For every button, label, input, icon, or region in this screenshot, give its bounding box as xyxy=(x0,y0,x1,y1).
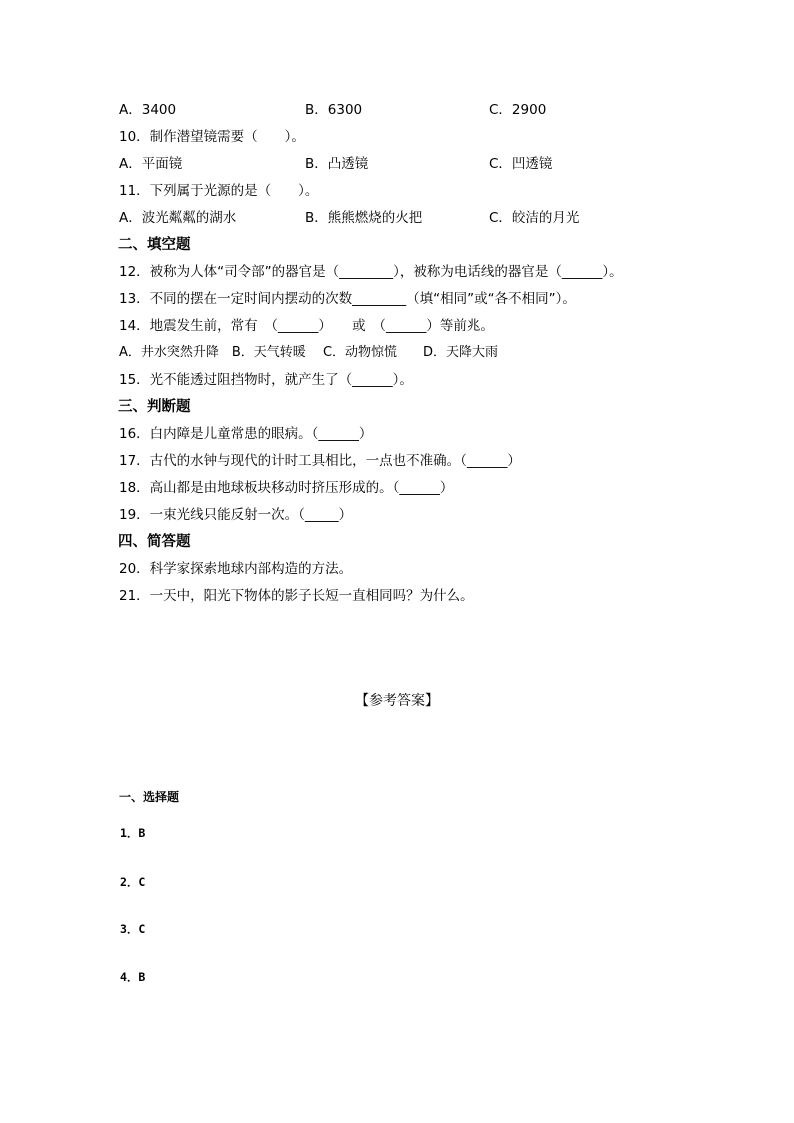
q13: 13．不同的摆在一定时间内摆动的次数________（填“相同”或“各不相同”）。 xyxy=(119,291,576,307)
answer-item: 4．B xyxy=(120,970,146,984)
q15: 15．光不能透过阻挡物时，就产生了（______）。 xyxy=(119,372,413,388)
q10-option-a: A．平面镜 xyxy=(119,156,183,172)
q9-option-b: B．6300 xyxy=(305,102,363,118)
q16: 16．白内障是儿童常患的眼病。（______） xyxy=(119,426,373,442)
q11-stem: 11．下列属于光源的是（ ）。 xyxy=(119,183,319,199)
q17: 17．古代的水钟与现代的计时工具相比，一点也不准确。（______） xyxy=(119,453,521,469)
answer-key-title: 【参考答案】 xyxy=(355,693,439,709)
q11-option-c: C．皎洁的月光 xyxy=(489,210,580,226)
q11-option-b: B．熊熊燃烧的火把 xyxy=(305,210,423,226)
answer-item: 2．C xyxy=(120,875,146,889)
section-heading-true-false: 三、判断题 xyxy=(118,399,191,415)
section-heading-fill-blank: 二、填空题 xyxy=(118,237,191,253)
section-heading-short-answer: 四、简答题 xyxy=(118,534,191,550)
q14: 14．地震发生前，常有 （______） 或 （______）等前兆。 xyxy=(119,318,494,334)
q9-option-a: A．3400 xyxy=(119,102,177,118)
q19: 19．一束光线只能反射一次。（_____） xyxy=(119,507,353,523)
q10-stem: 10．制作潜望镜需要（ ）。 xyxy=(119,129,305,145)
q9-option-c: C．2900 xyxy=(489,102,547,118)
q14-options: A．井水突然升降 B．天气转暖 C．动物惊慌 D．天降大雨 xyxy=(119,345,499,360)
q12: 12．被称为人体“司令部”的器官是（________），被称为电话线的器官是（______）。 xyxy=(119,264,623,280)
q10-option-b: B．凸透镜 xyxy=(305,156,369,172)
q20: 20．科学家探索地球内部构造的方法。 xyxy=(119,561,353,577)
q21: 21．一天中，阳光下物体的影子长短一直相同吗？为什么。 xyxy=(119,588,474,604)
answer-section-heading: 一、选择题 xyxy=(119,790,180,804)
answer-item: 1．B xyxy=(120,826,146,840)
q10-option-c: C．凹透镜 xyxy=(489,156,553,172)
q11-option-a: A．波光粼粼的湖水 xyxy=(119,210,237,226)
answer-item: 3．C xyxy=(120,922,146,936)
q18: 18．高山都是由地球板块移动时挤压形成的。（______） xyxy=(119,480,454,496)
